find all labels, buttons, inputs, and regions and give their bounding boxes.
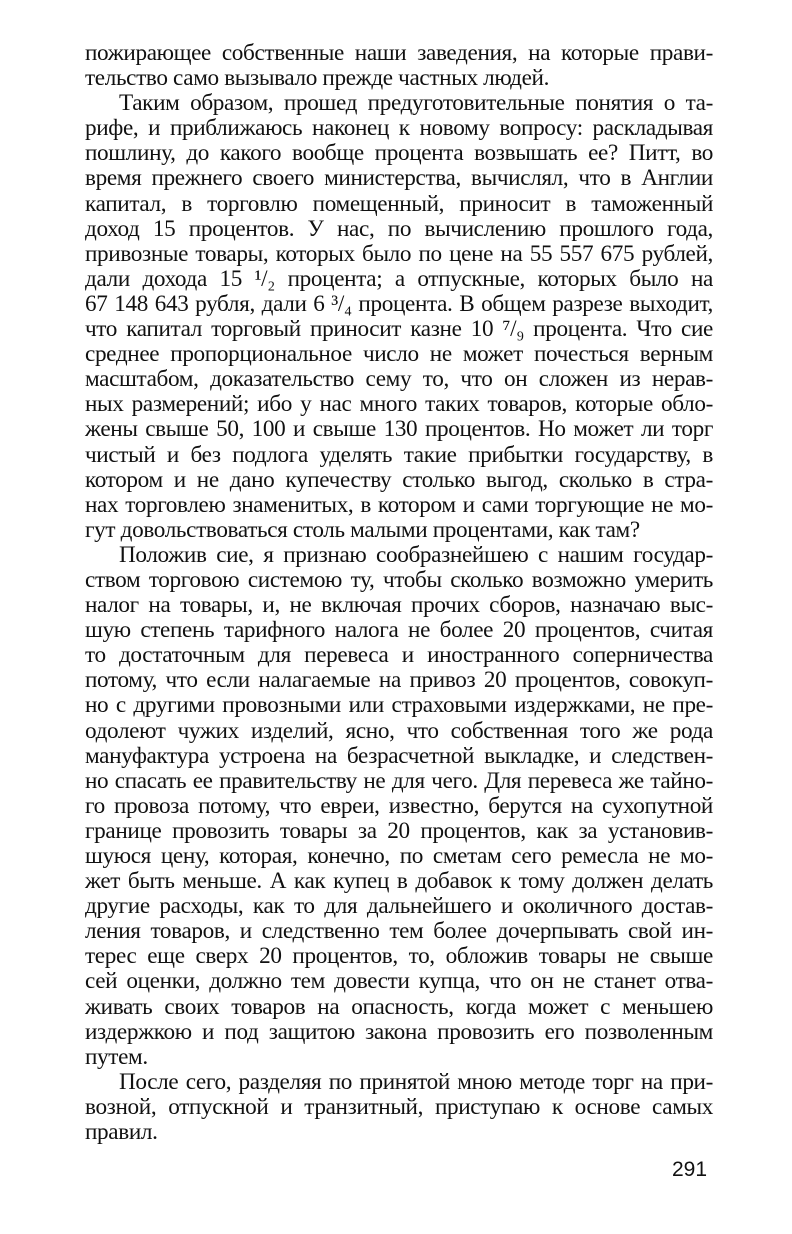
text-line: ством торговою системою ту, чтобы сколько возможно умерить (85, 566, 713, 593)
text-line: котором и не дано купечеству столько выгод, сколько в стра- (85, 466, 713, 493)
paragraph (85, 91, 713, 543)
text-line: шую степень тарифного налога не более 20 процентов, считая (85, 617, 713, 644)
text-line: правил. (85, 1119, 158, 1146)
text-line: дали дохода 15 ¹/₂ процента; а отпускные, которых было на (85, 265, 713, 292)
text-line: Таким образом, прошед предуготовительные понятия о та- (119, 90, 713, 117)
text-line: потому, что если налагаемые на привоз 20 процентов, совокуп- (85, 667, 713, 694)
text-line: 67 148 643 рубля, дали 6 ³/₄ процента. В общем разрезе выходит, (85, 290, 713, 317)
text-line: пошлину, до какого вообще процента возвышать ее? Питт, во (85, 140, 713, 167)
paragraph (85, 1070, 713, 1145)
text-line: среднее пропорциональное число не может почесться верным (85, 341, 713, 368)
text-line: Положив сие, я признаю сообразнейшею с нашим государ- (119, 541, 713, 568)
text-line: налог на товары, и, не включая прочих сборов, назначаю выс- (85, 592, 713, 619)
text-line: жет быть меньше. А как купец в добавок к тому должен делать (85, 868, 713, 895)
text-line: ных размерений; ибо у нас много таких товаров, которые обло- (85, 391, 713, 418)
text-line: привозные товары, которых было по цене на 55 557 675 рублей, (85, 240, 713, 267)
text-line: путем. (85, 1043, 148, 1070)
text-line: границе провозить товары за 20 процентов, как за установив- (85, 817, 713, 844)
paragraph (85, 543, 713, 1070)
text-line: После сего, разделяя по принятой мною методе торг на при- (119, 1068, 713, 1095)
text-line: го провоза потому, что евреи, известно, берутся на сухопутной (85, 792, 713, 819)
text-line: тельство само вызывало прежде частных людей. (85, 65, 550, 92)
text-line: капитал, в торговлю помещенный, приносит в таможенный (85, 190, 713, 217)
text-line: нах торговлею знаменитых, в котором и сами торгующие не мо- (85, 491, 713, 518)
text-line: гут довольствоваться столь малыми процентами, как там? (85, 516, 640, 543)
text-line: живать своих товаров на опасность, когда может с меньшею (85, 993, 713, 1020)
text-line: но с другими провозными или страховыми издержками, не пре- (85, 692, 713, 719)
text-line: масштабом, доказательство сему то, что он сложен из нерав- (85, 366, 713, 393)
text-line: пожирающее собственные наши заведения, на которые прави- (85, 40, 713, 66)
text-line: терес еще сверх 20 процентов, то, обложив товары не свыше (85, 943, 713, 970)
text-line: издержкою и под защитою закона провозить его позволенным (85, 1018, 713, 1045)
text-line: жены свыше 50, 100 и свыше 130 процентов. Но может ли торг (85, 416, 713, 443)
text-line: мануфактура устроена на безрасчетной выкладке, и следствен- (85, 742, 713, 769)
text-line: что капитал торговый приносит казне 10 ⁷/₉ процента. Что сие (85, 316, 713, 343)
paragraph (85, 41, 713, 91)
text-line: ления товаров, и следственно тем более дочерпывать свой ин- (85, 918, 713, 945)
text-line: возной, отпускной и транзитный, приступаю к основе самых (85, 1093, 713, 1120)
text-line: то достаточным для перевеса и иностранного соперничества (85, 642, 713, 669)
text-line: другие расходы, как то для дальнейшего и околичного достав- (85, 893, 713, 920)
body-text (85, 41, 713, 1145)
text-line: время прежнего своего министерства, вычислял, что в Англии (85, 165, 713, 192)
text-line: шуюся цену, которая, конечно, по сметам сего ремесла не мо- (85, 843, 713, 869)
text-line: чистый и без подлога уделять такие прибытки государству, в (85, 441, 713, 468)
text-line: доход 15 процентов. У нас, по вычислению прошлого года, (85, 215, 713, 242)
text-line: но спасать ее правительству не для чего. Для перевеса же тайно- (85, 767, 713, 794)
text-line: одолеют чужих изделий, ясно, что собственная того же рода (85, 717, 713, 744)
page-number: 291 (672, 1158, 708, 1181)
text-line: сей оценки, должно тем довести купца, что он не станет отва- (85, 968, 713, 995)
text-line: рифе, и приближаюсь наконец к новому вопросу: раскладывая (85, 115, 713, 142)
